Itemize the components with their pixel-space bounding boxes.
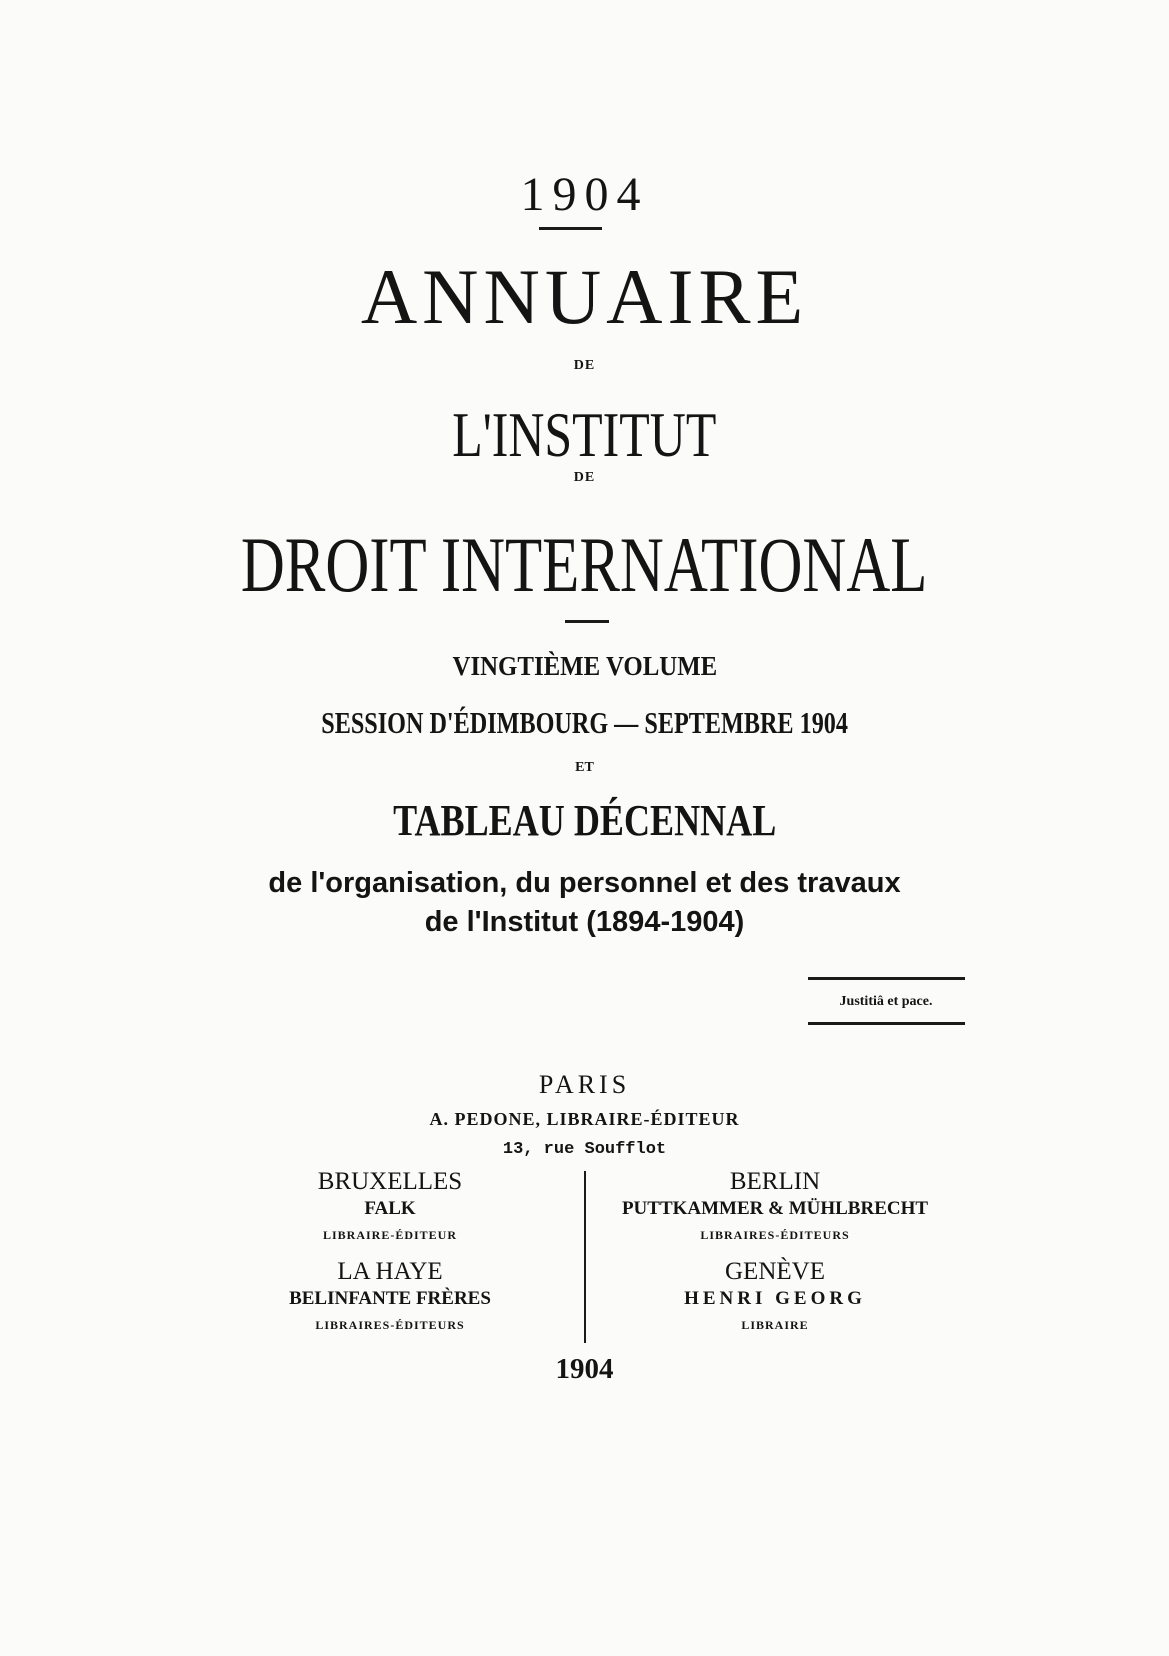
motto: Justitiâ et pace. [839,994,933,1009]
agent-name: PUTTKAMMER & MÜHLBRECHT [621,1198,929,1219]
agent-city: LA HAYE [337,1258,443,1285]
agent-role: LIBRAIRE [741,1318,809,1332]
title-institut: L'INSTITUT [452,399,717,470]
imprint-address: 13, rue Soufflot [502,1140,667,1159]
motto-rule-bottom [808,1022,965,1025]
agent-name: HENRI GEORG [684,1288,866,1309]
connector-de-1: DE [573,358,596,373]
title-annuaire: ANNUAIRE [360,253,809,340]
agent-la-haye [220,1258,560,1333]
agent-bruxelles [220,1168,560,1243]
column-divider [584,1171,586,1343]
volume-label: VINGTIÈME VOLUME [452,651,717,681]
agent-city: BERLIN [729,1168,821,1195]
motto-rule-top [808,977,965,980]
rule-under-title [565,620,609,623]
tableau-decennal: TABLEAU DÉCENNAL [392,796,777,845]
agent-berlin [590,1168,960,1243]
rule-under-year [539,227,602,230]
agent-role: LIBRAIRE-ÉDITEUR [322,1228,458,1242]
agent-city: BRUXELLES [317,1168,463,1195]
agent-role: LIBRAIRES-ÉDITEURS [700,1228,850,1242]
agent-city: GENÈVE [725,1258,825,1285]
imprint-year: 1904 [555,1353,614,1385]
year-heading: 1904 [520,168,649,221]
title-droit-international: DROIT INTERNATIONAL [241,521,928,608]
agent-role: LIBRAIRES-ÉDITEURS [315,1318,465,1332]
agent-name: BELINFANTE FRÈRES [289,1288,491,1309]
connector-de-2: DE [573,470,596,485]
connector-et: ET [575,760,594,775]
session-line: SESSION D'ÉDIMBOURG — SEPTEMBRE 1904 [321,705,848,740]
description-line-2: de l'Institut (1894-1904) [424,906,745,938]
agent-geneve [590,1258,960,1333]
imprint-publisher: A. PEDONE, LIBRAIRE-ÉDITEUR [429,1109,740,1129]
description-line-1: de l'organisation, du personnel et des travaux [268,867,901,899]
agent-name: FALK [364,1198,416,1219]
imprint-city: PARIS [538,1070,631,1099]
